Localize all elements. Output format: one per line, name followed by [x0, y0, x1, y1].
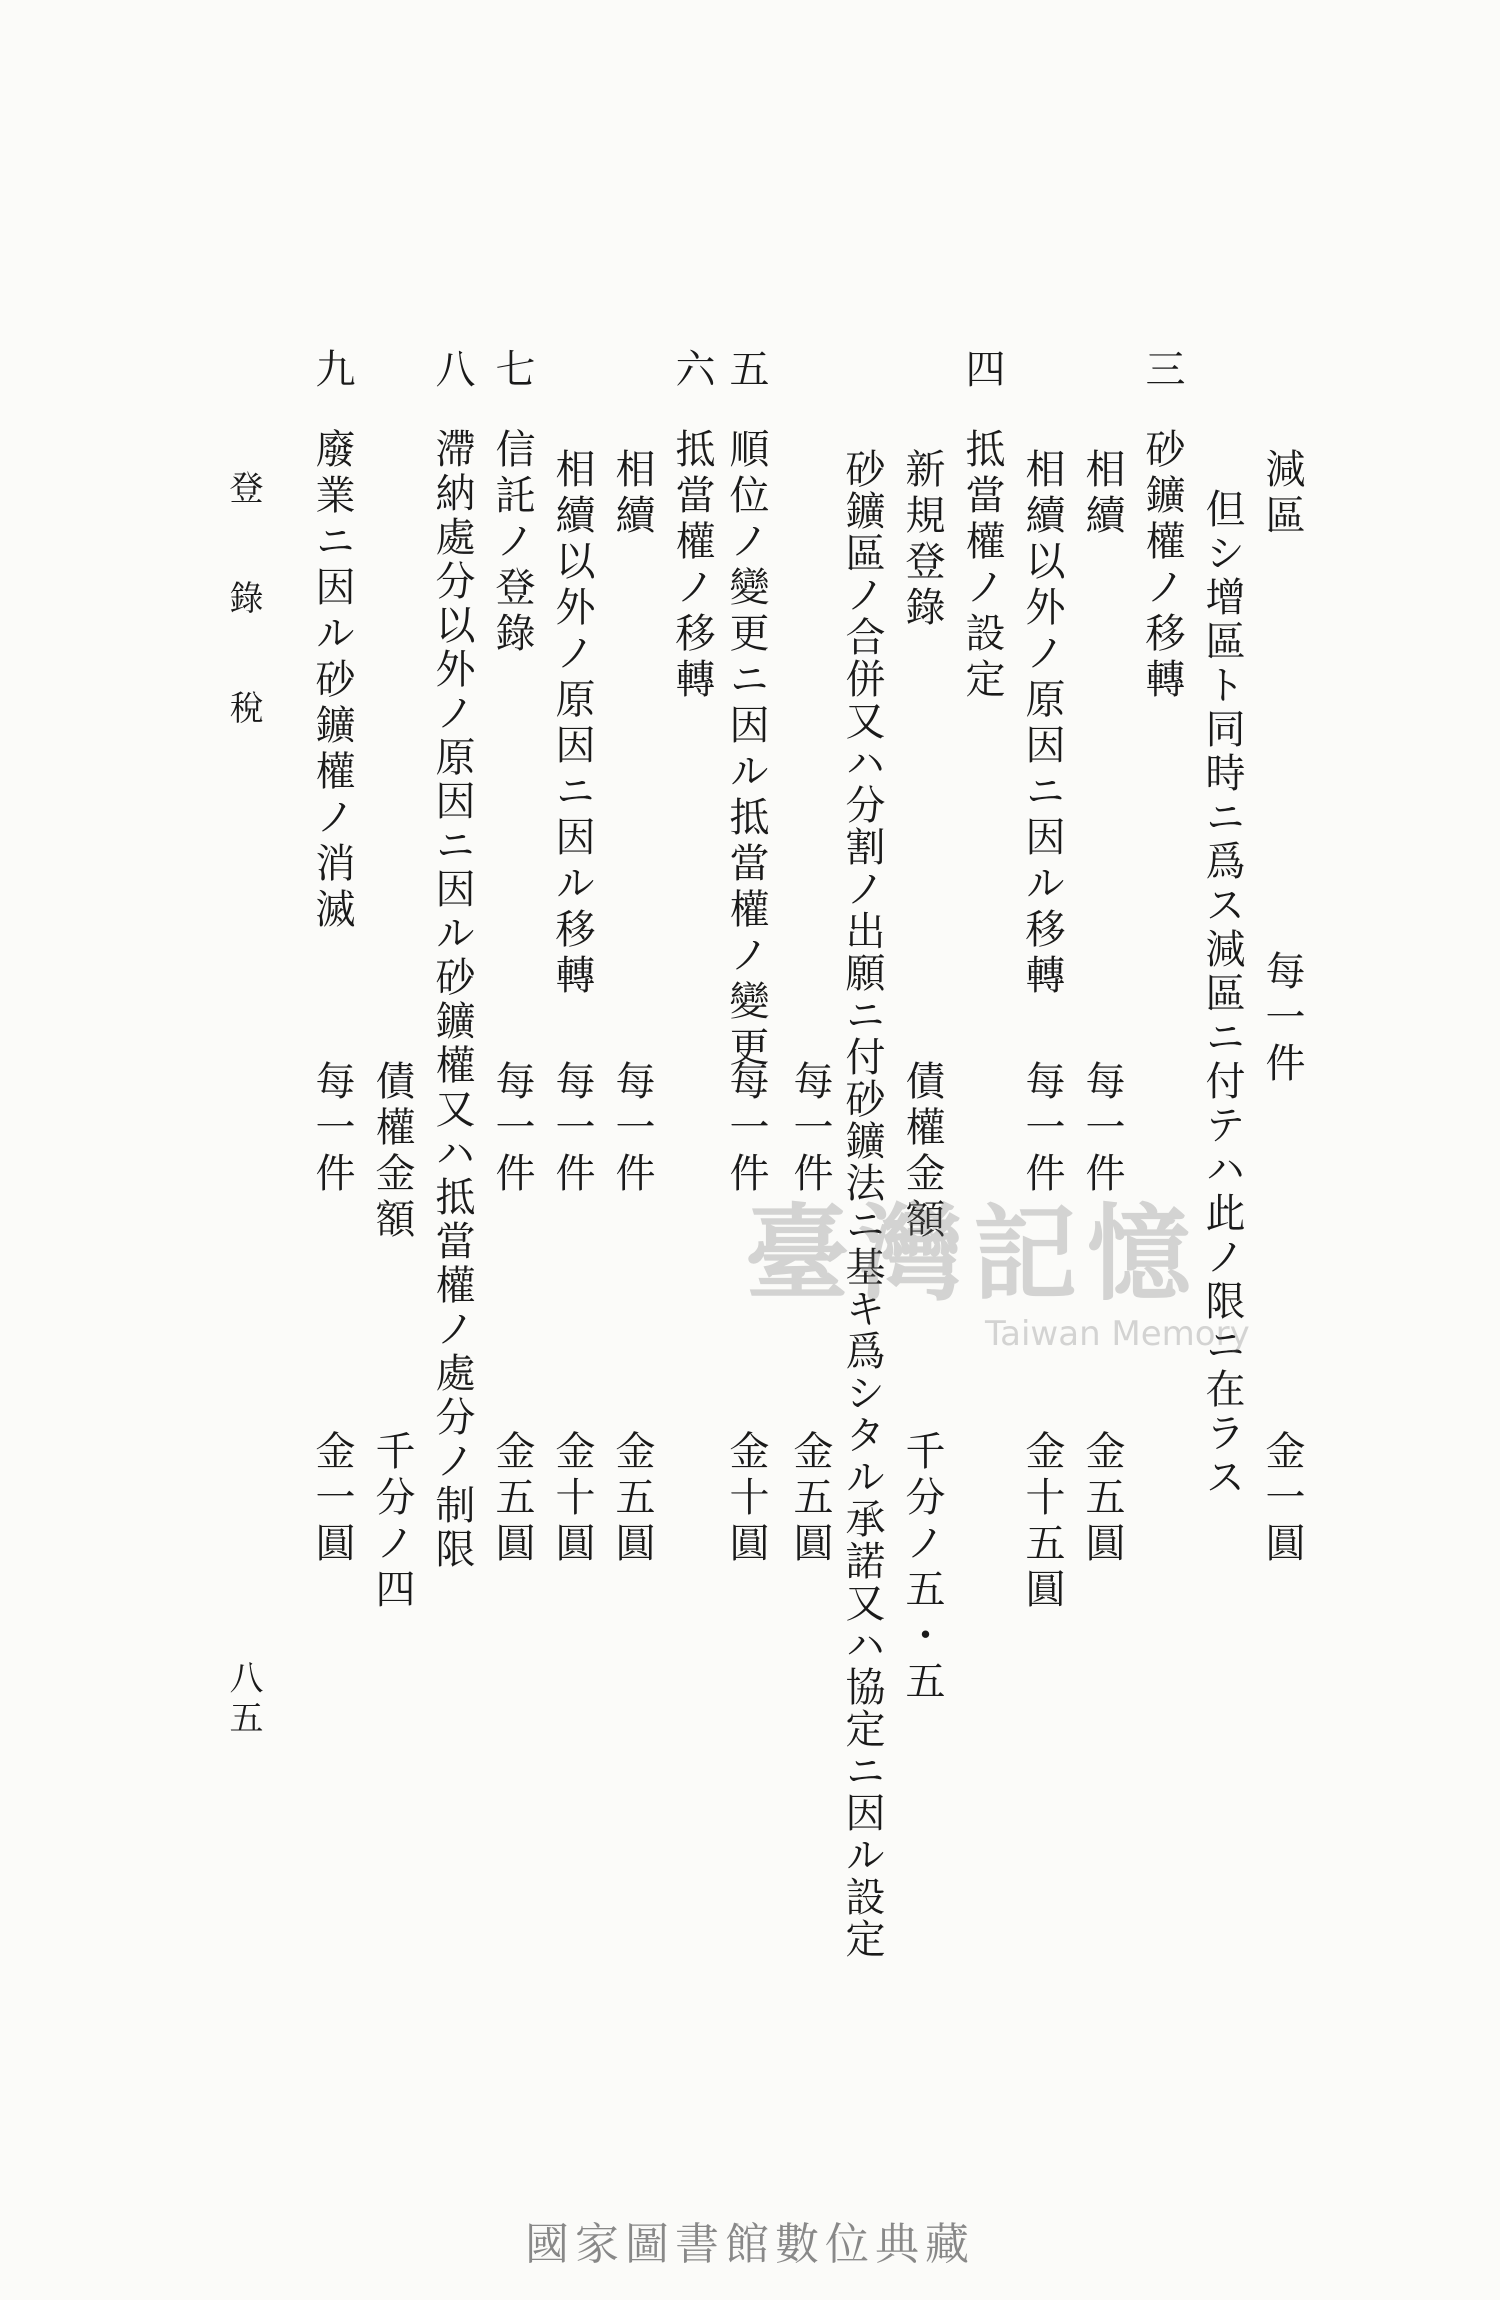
item-4b-amount: 金五圓 [787, 1430, 833, 1568]
item-8-amount: 千分ノ四 [369, 1430, 415, 1614]
item-4a-label: 新規登錄 [899, 448, 945, 632]
item-6b-label: 相續以外ノ原因ニ因ル移轉 [549, 448, 595, 1000]
item-title-6: 抵當權ノ移轉 [669, 428, 715, 704]
item-6a-amount: 金五圓 [609, 1430, 655, 1568]
item-3b-unit: 每一件 [1019, 1060, 1065, 1198]
entry-reduction-amount: 金一圓 [1259, 1430, 1305, 1568]
item-number-7: 七 [489, 348, 535, 394]
item-7-amount: 金五圓 [489, 1430, 535, 1568]
item-title-9: 廢業ニ因ル砂鑛權ノ消滅 [309, 428, 355, 934]
item-number-3: 三 [1139, 348, 1185, 394]
item-4b-label: 砂鑛區ノ合併又ハ分割ノ出願ニ付砂鑛法ニ基キ爲シタル承諾又ハ協定ニ因ル設定 [839, 448, 885, 1960]
item-number-6: 六 [669, 348, 715, 394]
page-number: 八五 [223, 1660, 263, 1740]
footer-archive-label: 國家圖書館數位典藏 [525, 2219, 975, 2270]
item-title-7: 信託ノ登錄 [489, 428, 535, 658]
item-6a-label: 相續 [609, 448, 655, 540]
item-number-8: 八 [429, 348, 475, 394]
running-title: 登 錄 稅 [223, 470, 263, 742]
item-title-8: 滯納處分以外ノ原因ニ因ル砂鑛權又ハ抵當權ノ處分ノ制限 [429, 428, 475, 1572]
taiwan-memory-watermark [745, 1170, 1250, 1354]
item-title-5: 順位ノ變更ニ因ル抵當權ノ變更 [723, 428, 769, 1072]
item-4b-unit: 每一件 [787, 1060, 833, 1198]
item-8-unit: 債權金額 [369, 1060, 415, 1244]
item-title-3: 砂鑛權ノ移轉 [1139, 428, 1185, 704]
item-3b-label: 相續以外ノ原因ニ因ル移轉 [1019, 448, 1065, 1000]
item-3a-amount: 金五圓 [1079, 1430, 1125, 1568]
item-number-9: 九 [309, 348, 355, 394]
item-number-5: 五 [723, 348, 769, 394]
item-4a-amount: 千分ノ五・五 [899, 1430, 945, 1706]
entry-reduction-note: 但シ增區ト同時ニ爲ス減區ニ付テハ此ノ限ニ在ラス [1199, 488, 1245, 1500]
item-5-amount: 金十圓 [723, 1430, 769, 1568]
item-3a-label: 相續 [1079, 448, 1125, 540]
item-6b-unit: 每一件 [549, 1060, 595, 1198]
watermark-chinese: 臺灣記憶 [745, 1192, 1202, 1315]
item-6a-unit: 每一件 [609, 1060, 655, 1198]
entry-reduction-heading: 減區 [1259, 448, 1305, 540]
item-9-amount: 金一圓 [309, 1430, 355, 1568]
entry-reduction-unit: 每一件 [1259, 950, 1305, 1088]
item-title-4: 抵當權ノ設定 [959, 428, 1005, 704]
item-number-4: 四 [959, 348, 1005, 394]
item-3b-amount: 金十五圓 [1019, 1430, 1065, 1614]
item-3a-unit: 每一件 [1079, 1060, 1125, 1198]
item-6b-amount: 金十圓 [549, 1430, 595, 1568]
item-7-unit: 每一件 [489, 1060, 535, 1198]
item-5-unit: 每一件 [723, 1060, 769, 1198]
item-9-unit: 每一件 [309, 1060, 355, 1198]
item-4a-unit: 債權金額 [899, 1060, 945, 1244]
watermark-english: Taiwan Memory [985, 1314, 1250, 1354]
